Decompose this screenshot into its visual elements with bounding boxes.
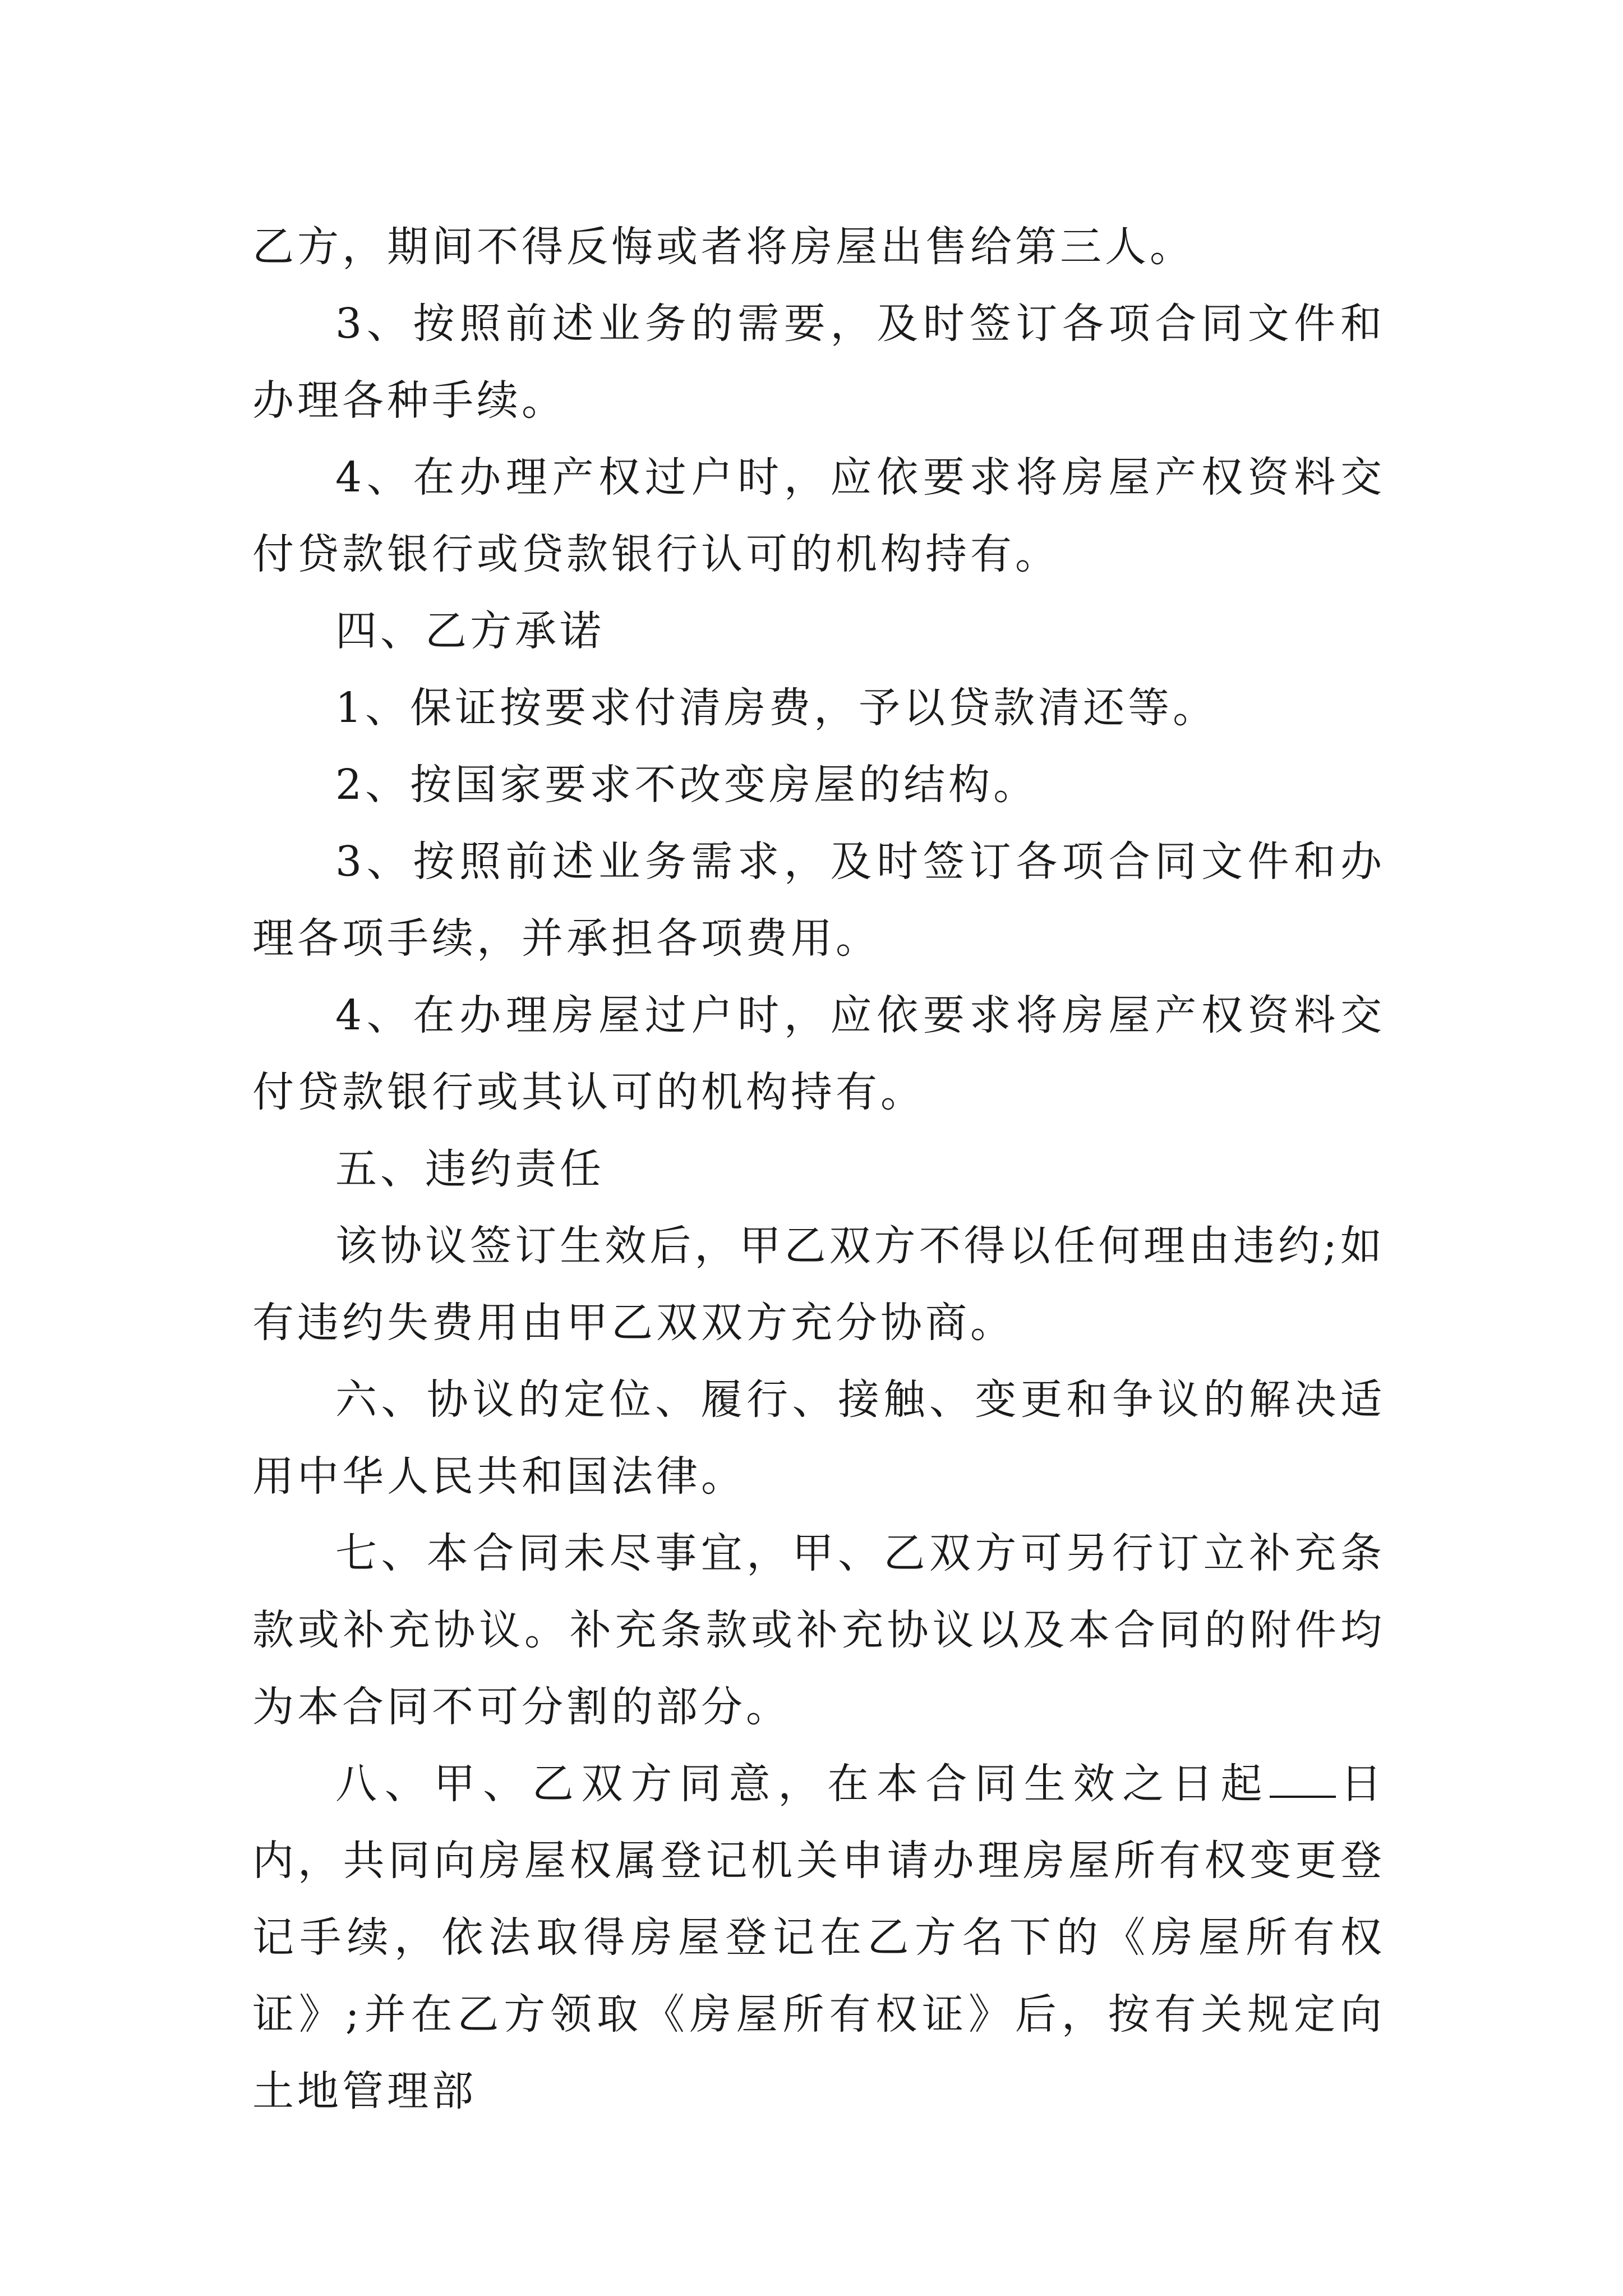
paragraph-breach-liability: 该协议签订生效后，甲乙双方不得以任何理由违约;如有违约失费用由甲乙双双方充分协商。 bbox=[252, 1222, 1385, 1347]
paragraph-party-b-item-1: 1、保证按要求付清房费，予以贷款清还等。 bbox=[335, 684, 1218, 732]
paragraph-continuation: 乙方，期间不得反悔或者将房屋出售给第三人。 bbox=[252, 223, 1195, 271]
section-8-text-before-blank: 八、甲、乙双方同意，在本合同生效之日起 bbox=[335, 1760, 1270, 1808]
days-blank-field[interactable] bbox=[1270, 1762, 1336, 1798]
section-8-text-after-blank: 日内，共同向房屋权属登记机关申请办理房屋所有权变更登记手续，依法取得房屋登记在乙方名下的《房屋所有权证》;并在乙方领取《房屋所有权证》后，按有关规定向土地管理部 bbox=[252, 1760, 1386, 2115]
paragraph-party-b-item-2: 2、按国家要求不改变房屋的结构。 bbox=[335, 761, 1039, 809]
section-heading-breach-liability: 五、违约责任 bbox=[335, 1145, 605, 1193]
paragraph-party-a-item-4: 4、在办理产权过户时，应依要求将房屋产权资料交付贷款银行或贷款银行认可的机构持有。 bbox=[252, 453, 1385, 578]
paragraph-section-7-supplementary: 七、本合同未尽事宜，甲、乙双方可另行订立补充条款或补充协议。补充条款或补充协议以及本合同的附件均为本合同不可分割的部分。 bbox=[252, 1529, 1385, 1731]
paragraph-section-8-registration bbox=[252, 1746, 1385, 2130]
paragraph-section-6-governing-law: 六、协议的定位、履行、接触、变更和争议的解决适用中华人民共和国法律。 bbox=[252, 1375, 1385, 1501]
paragraph-party-a-item-3: 3、按照前述业务的需要，及时签订各项合同文件和办理各种手续。 bbox=[252, 300, 1385, 425]
paragraph-party-b-item-4: 4、在办理房屋过户时，应依要求将房屋产权资料交付贷款银行或其认可的机构持有。 bbox=[252, 991, 1385, 1116]
document-body bbox=[252, 209, 1385, 2130]
paragraph-party-b-item-3: 3、按照前述业务需求，及时签订各项合同文件和办理各项手续，并承担各项费用。 bbox=[252, 838, 1385, 963]
section-heading-party-b-commitment: 四、乙方承诺 bbox=[335, 607, 605, 655]
